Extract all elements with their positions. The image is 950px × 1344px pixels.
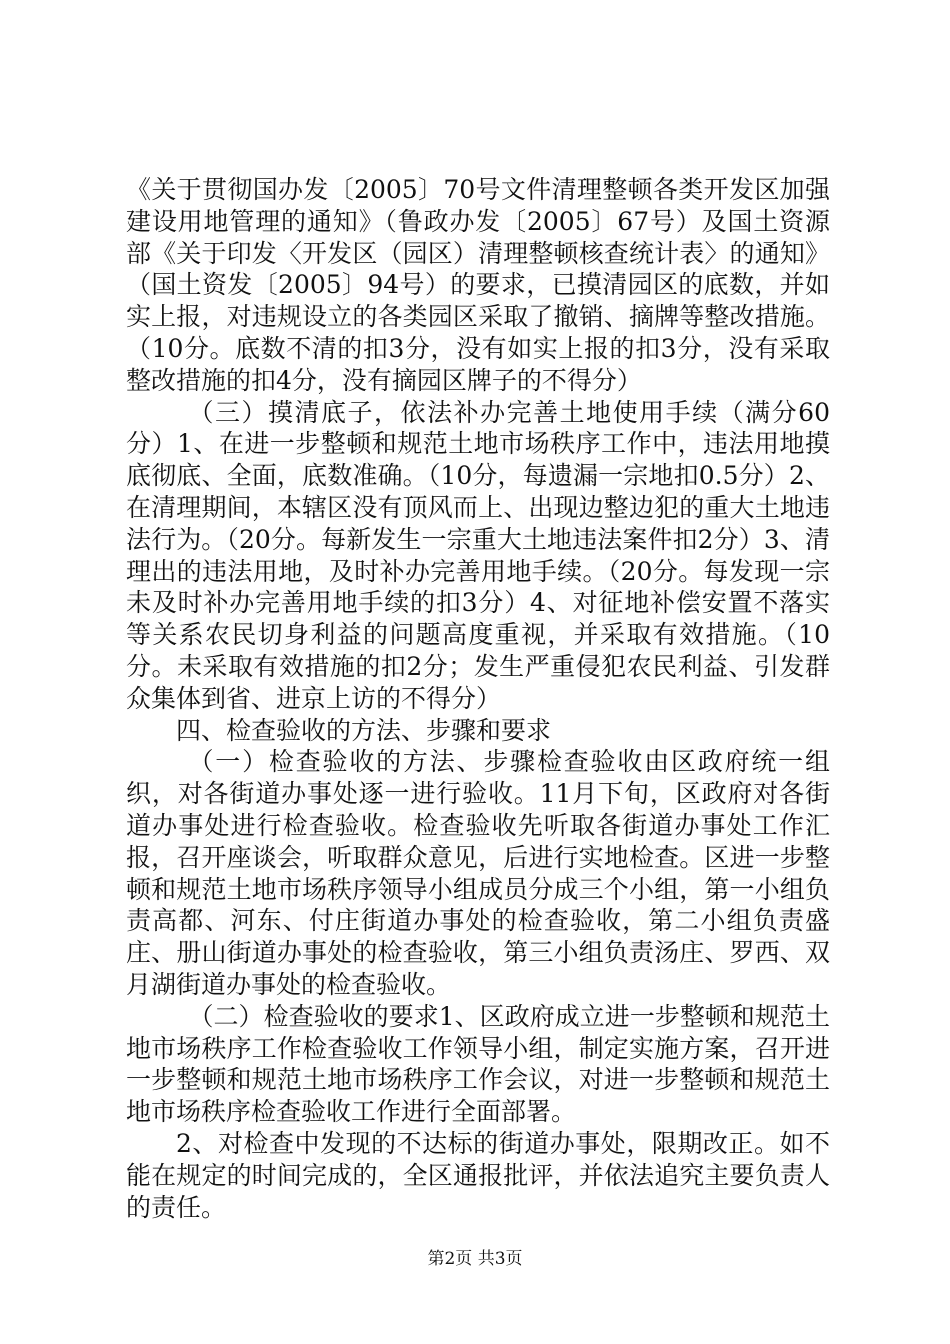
paragraph-inspection-methods: （一）检查验收的方法、步骤检查验收由区政府统一组织，对各街道办事处逐一进行验收。11月下旬，区政府对各街道办事处进行检查验收。检查验收先听取各街道办事处工作汇报，召开座谈会，听取群众意见，后进行实地检查。区进一步整顿和规范土地市场秩序领导小组成员分成三个小组，第一小组负责高都、河东、付庄街道办事处的检查验收，第二小组负责盛庄、册山街道办事处的检查验收，第三小组负责汤庄、罗西、双月湖街道办事处的检查验收。 [126,747,830,999]
paragraph-inspection-requirements: （二）检查验收的要求1、区政府成立进一步整顿和规范土地市场秩序工作检查验收工作领导小组，制定实施方案，召开进一步整顿和规范土地市场秩序工作会议，对进一步整顿和规范土地市场秩序检查验收工作进行全面部署。 [126,1001,830,1127]
paragraph-notice-requirements: 《关于贯彻国办发〔2005〕70号文件清理整顿各类开发区加强建设用地管理的通知》（鲁政办发〔2005〕67号）及国土资源部《关于印发〈开发区（园区）清理整顿核查统计表〉的通知》（国土资发〔2005〕94号）的要求，已摸清园区的底数，并如实上报，对违规设立的各类园区采取了撤销、摘牌等整改措施。（10分。底数不清的扣3分，没有如实上报的扣3分，没有采取整改措施的扣4分，没有摘园区牌子的不得分） [126,175,830,395]
paragraph-section-3: （三）摸清底子，依法补办完善土地使用手续（满分60分）1、在进一步整顿和规范土地市场秩序工作中，违法用地摸底彻底、全面，底数准确。（10分，每遗漏一宗地扣0.5分）2、在清理期间，本辖区没有顶风而上、出现边整边犯的重大土地违法行为。（20分。每新发生一宗重大土地违法案件扣2分）3、清理出的违法用地，及时补办完善用地手续。（20分。每发现一宗未及时补办完善用地手续的扣3分）4、对征地补偿安置不落实等关系农民切身利益的问题高度重视，并采取有效措施。（10分。未采取有效措施的扣2分；发生严重侵犯农民利益、引发群众集体到省、进京上访的不得分） [126,397,830,713]
page-number: 第2页 共3页 [427,1249,523,1269]
section-heading-4: 四、检查验收的方法、步骤和要求 [176,715,552,745]
paragraph-rectification: 2、对检查中发现的不达标的街道办事处，限期改正。如不能在规定的时间完成的，全区通报批评，并依法追究主要负责人的责任。 [126,1128,830,1222]
document-body [126,174,830,1223]
